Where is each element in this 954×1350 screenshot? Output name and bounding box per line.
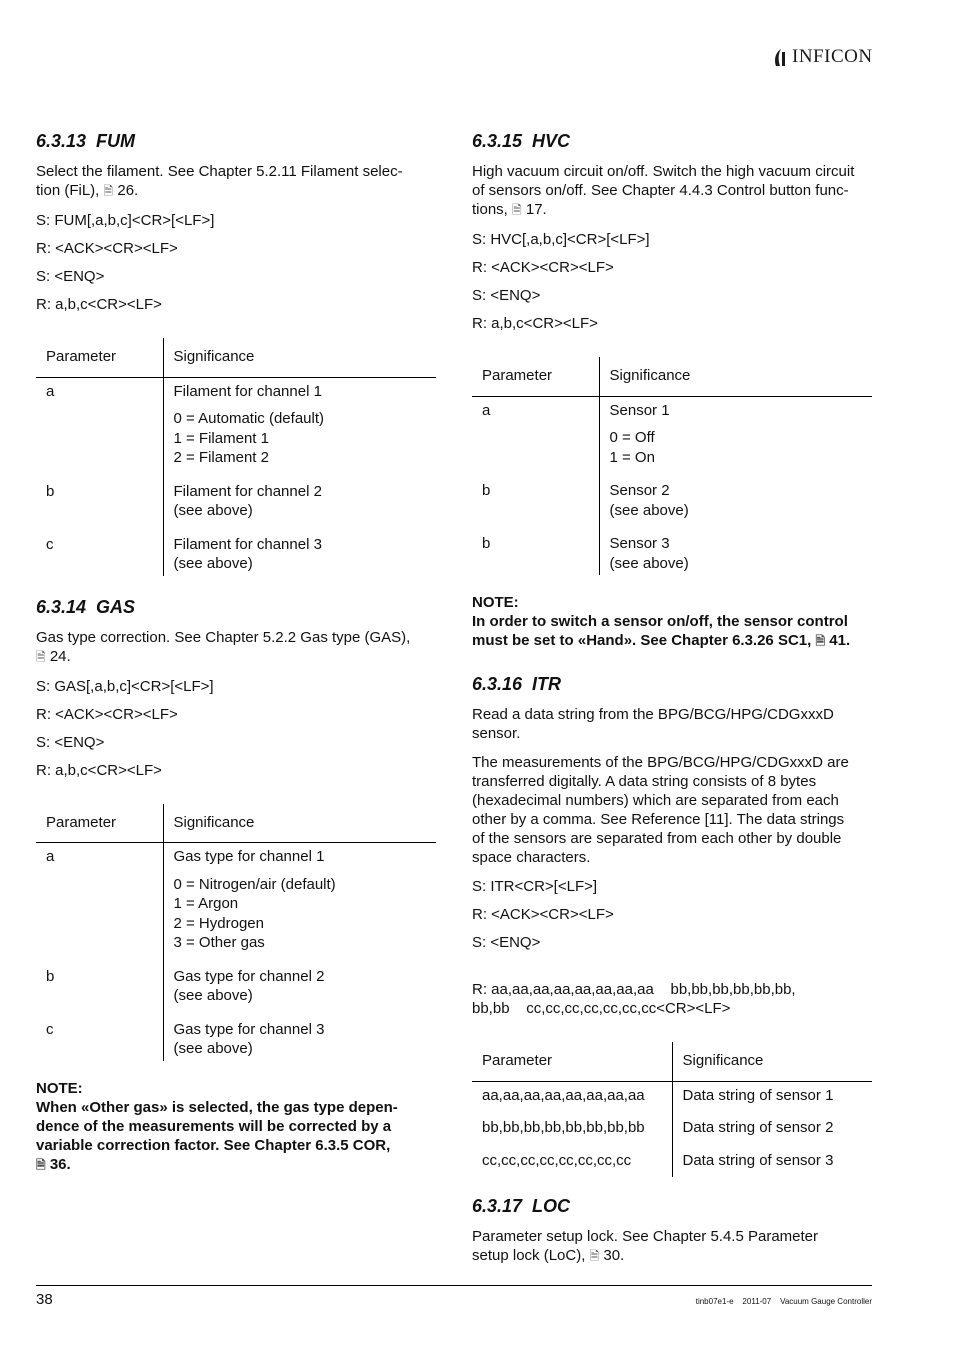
value-line: 1 = Filament 1 <box>173 429 269 447</box>
command-line: S: <ENQ> <box>472 934 541 951</box>
section-heading-gas <box>36 596 436 618</box>
para-line: other by a comma. See Reference [11]. The data strings <box>472 811 845 828</box>
para-line: The measurements of the BPG/BCG/HPG/CDGxxxD are <box>472 754 849 771</box>
command-line: S: <ENQ> <box>472 287 541 304</box>
value-line: 3 = Other gas <box>173 934 265 951</box>
significance-text: Sensor 1 <box>609 401 670 419</box>
significance-cell: Data string of sensor 3 <box>672 1151 872 1178</box>
section-number: 6.3.14 <box>36 596 87 617</box>
logo-text: INFICON <box>792 46 873 67</box>
intro-line: Gas type correction. See Chapter 5.2.2 Gas type (GAS), <box>36 628 411 646</box>
page-reference[interactable]: 30. <box>603 1247 625 1264</box>
table-row <box>472 1118 872 1151</box>
para-line: (hexadecimal numbers) which are separated from each <box>472 792 839 809</box>
param-cell: b <box>482 482 491 499</box>
section-heading-loc <box>472 1195 872 1217</box>
section-title: FUM <box>96 131 136 151</box>
note-title: NOTE: <box>36 1079 83 1097</box>
note-body <box>36 1098 436 1175</box>
gas-parameter-table <box>36 804 436 1061</box>
value-line: 0 = Nitrogen/air (default) <box>173 875 336 893</box>
command-line: S: GAS[,a,b,c]<CR>[<LF>] <box>36 677 214 695</box>
param-cell: b <box>46 967 55 985</box>
intro-line: setup lock (LoC), <box>472 1247 586 1264</box>
left-column <box>36 130 436 1175</box>
intro-line: of sensors on/off. See Chapter 4.4.3 Control button func- <box>472 182 849 199</box>
intro-line: Read a data string from the BPG/BCG/HPG/CDGxxxD <box>472 706 834 723</box>
fum-parameter-table <box>36 338 436 576</box>
table-header-significance: Significance <box>163 804 436 843</box>
table-row <box>36 468 436 521</box>
significance-text: Filament for channel 1 <box>173 382 322 400</box>
table-row <box>36 953 436 1006</box>
gas-note <box>36 1079 436 1175</box>
page-reference[interactable]: 24. <box>49 647 71 665</box>
section-title: HVC <box>532 131 571 151</box>
page-reference-icon: 🗎 <box>589 1249 600 1263</box>
hvc-parameter-table <box>472 357 872 575</box>
param-cell: bb,bb,bb,bb,bb,bb,bb,bb <box>482 1119 645 1136</box>
footer-divider <box>36 1285 872 1286</box>
table-header-parameter: Parameter <box>472 357 599 396</box>
value-line: 2 = Hydrogen <box>173 914 264 932</box>
page-reference-icon: 🗎 <box>512 203 522 217</box>
table-header-parameter: Parameter <box>36 338 163 377</box>
table-row <box>36 521 436 576</box>
intro-line: Parameter setup lock. See Chapter 5.4.5 Parameter <box>472 1228 819 1245</box>
param-cell: aa,aa,aa,aa,aa,aa,aa,aa <box>482 1086 645 1104</box>
command-line: S: FUM[,a,b,c]<CR>[<LF>] <box>36 212 215 229</box>
page-number: 38 <box>36 1291 53 1308</box>
command-line: R: <ACK><CR><LF> <box>472 906 614 923</box>
value-line: 2 = Filament 2 <box>173 449 269 466</box>
page-reference[interactable]: 26. <box>117 182 139 199</box>
response-text: R: aa,aa,aa,aa,aa,aa,aa,aa bb,bb,bb,bb,bb,bb, <box>472 981 796 998</box>
significance-cell <box>163 1006 436 1061</box>
value-line: (see above) <box>173 987 253 1004</box>
value-line: (see above) <box>609 501 689 519</box>
page-reference-icon: 🗎 <box>36 1157 46 1172</box>
significance-cell <box>599 467 872 520</box>
command-line: R: <ACK><CR><LF> <box>36 705 178 723</box>
table-row <box>472 1081 872 1118</box>
intro-line: sensor. <box>472 725 521 742</box>
response-line <box>472 961 872 1018</box>
command-line: R: a,b,c<CR><LF> <box>36 761 162 779</box>
inficon-logo-icon <box>772 46 790 68</box>
value-line: 0 = Automatic (default) <box>173 410 324 427</box>
section-number: 6.3.16 <box>472 674 523 694</box>
significance-cell: Data string of sensor 1 <box>672 1081 872 1118</box>
table-row <box>36 1006 436 1061</box>
section-number: 6.3.17 <box>472 1196 523 1216</box>
fum-intro <box>36 162 436 201</box>
intro-line: High vacuum circuit on/off. Switch the high vacuum circuit <box>472 163 855 180</box>
para-line: of the sensors are separated from each other by double <box>472 830 842 847</box>
gas-intro <box>36 628 436 667</box>
param-cell: c <box>46 1020 54 1038</box>
itr-parameter-table <box>472 1042 872 1177</box>
page-reference[interactable]: 36. <box>49 1155 71 1173</box>
value-line: (see above) <box>173 502 253 519</box>
page-reference-icon: 🗎 <box>815 634 826 648</box>
page-reference-icon: 🗎 <box>103 184 114 198</box>
table-header-significance: Significance <box>163 338 436 377</box>
command-line: R: a,b,c<CR><LF> <box>472 315 598 332</box>
table-row <box>472 520 872 575</box>
command-line: R: <ACK><CR><LF> <box>472 259 614 276</box>
command-line: S: <ENQ> <box>36 733 105 751</box>
page-reference[interactable]: 41. <box>829 632 851 649</box>
value-line: (see above) <box>173 1040 253 1057</box>
page-reference-icon: 🗎 <box>36 649 46 664</box>
section-heading-itr <box>472 673 872 695</box>
significance-text: Sensor 2 <box>609 482 670 499</box>
itr-description <box>472 753 872 867</box>
param-cell: b <box>46 482 55 500</box>
value-line: 0 = Off <box>609 429 655 446</box>
param-cell: a <box>46 848 55 865</box>
section-number: 6.3.13 <box>36 131 87 151</box>
param-cell: c <box>46 535 54 553</box>
table-header-significance: Significance <box>599 357 872 396</box>
section-title: LOC <box>532 1196 571 1216</box>
table-header-parameter: Parameter <box>472 1042 672 1081</box>
significance-cell <box>599 520 872 575</box>
note-line: In order to switch a sensor on/off, the sensor control <box>472 613 848 630</box>
page-reference[interactable]: 17. <box>525 201 547 218</box>
section-heading-hvc <box>472 130 872 152</box>
response-text: bb,bb cc,cc,cc,cc,cc,cc,cc<CR><LF> <box>472 1000 731 1017</box>
significance-text: Sensor 3 <box>609 535 670 552</box>
table-row <box>472 396 872 467</box>
loc-intro <box>472 1227 872 1266</box>
param-cell: b <box>482 535 491 552</box>
significance-cell <box>163 521 436 576</box>
document-info: tinb07e1-e 2011-07 Vacuum Gauge Controller <box>695 1297 872 1306</box>
significance-cell <box>163 843 436 953</box>
section-number: 6.3.15 <box>472 131 523 151</box>
table-row <box>472 467 872 520</box>
significance-cell <box>163 468 436 521</box>
note-title: NOTE: <box>472 594 519 611</box>
right-column <box>472 130 872 1276</box>
param-cell: cc,cc,cc,cc,cc,cc,cc,cc <box>482 1151 632 1169</box>
command-line: S: HVC[,a,b,c]<CR>[<LF>] <box>472 231 650 248</box>
significance-text: Gas type for channel 3 <box>173 1020 325 1038</box>
inficon-logo <box>772 46 873 68</box>
significance-text: Filament for channel 3 <box>173 535 322 553</box>
significance-text: Gas type for channel 1 <box>173 848 325 865</box>
table-row <box>36 843 436 953</box>
significance-text: Gas type for channel 2 <box>173 967 325 985</box>
section-title: ITR <box>532 674 562 694</box>
param-cell: a <box>46 382 55 400</box>
intro-line: tions, <box>472 201 508 218</box>
significance-cell: Data string of sensor 2 <box>672 1118 872 1151</box>
hvc-note <box>472 593 872 651</box>
value-line: (see above) <box>173 555 253 572</box>
hvc-intro <box>472 162 872 220</box>
intro-line: Select the filament. See Chapter 5.2.11 Filament selec- <box>36 163 403 180</box>
section-heading-fum <box>36 130 436 152</box>
command-line: R: <ACK><CR><LF> <box>36 240 178 257</box>
param-cell: a <box>482 401 491 419</box>
significance-cell <box>163 377 436 468</box>
intro-line: tion (FiL), <box>36 182 100 199</box>
table-row <box>36 377 436 468</box>
significance-cell <box>163 953 436 1006</box>
value-line: 1 = On <box>609 448 655 466</box>
table-header-significance: Significance <box>672 1042 872 1081</box>
command-line: S: <ENQ> <box>36 268 105 285</box>
value-line: (see above) <box>609 554 689 572</box>
itr-intro <box>472 705 872 743</box>
note-line: must be set to «Hand». See Chapter 6.3.26 SC1, <box>472 632 812 649</box>
command-line: R: a,b,c<CR><LF> <box>36 296 162 313</box>
note-body <box>472 612 872 651</box>
section-title: GAS <box>96 596 136 617</box>
significance-text: Filament for channel 2 <box>173 482 322 500</box>
value-line: 1 = Argon <box>173 895 239 912</box>
table-header-parameter: Parameter <box>36 804 163 843</box>
significance-cell <box>599 396 872 467</box>
para-line: transferred digitally. A data string consists of 8 bytes <box>472 773 817 790</box>
note-line: When «Other gas» is selected, the gas type depen- <box>36 1098 398 1116</box>
command-line: S: ITR<CR>[<LF>] <box>472 878 598 895</box>
note-line: variable correction factor. See Chapter 6.3.5 COR, <box>36 1136 391 1154</box>
table-row <box>472 1151 872 1178</box>
para-line: space characters. <box>472 849 591 866</box>
note-line: dence of the measurements will be corrected by a <box>36 1117 392 1135</box>
